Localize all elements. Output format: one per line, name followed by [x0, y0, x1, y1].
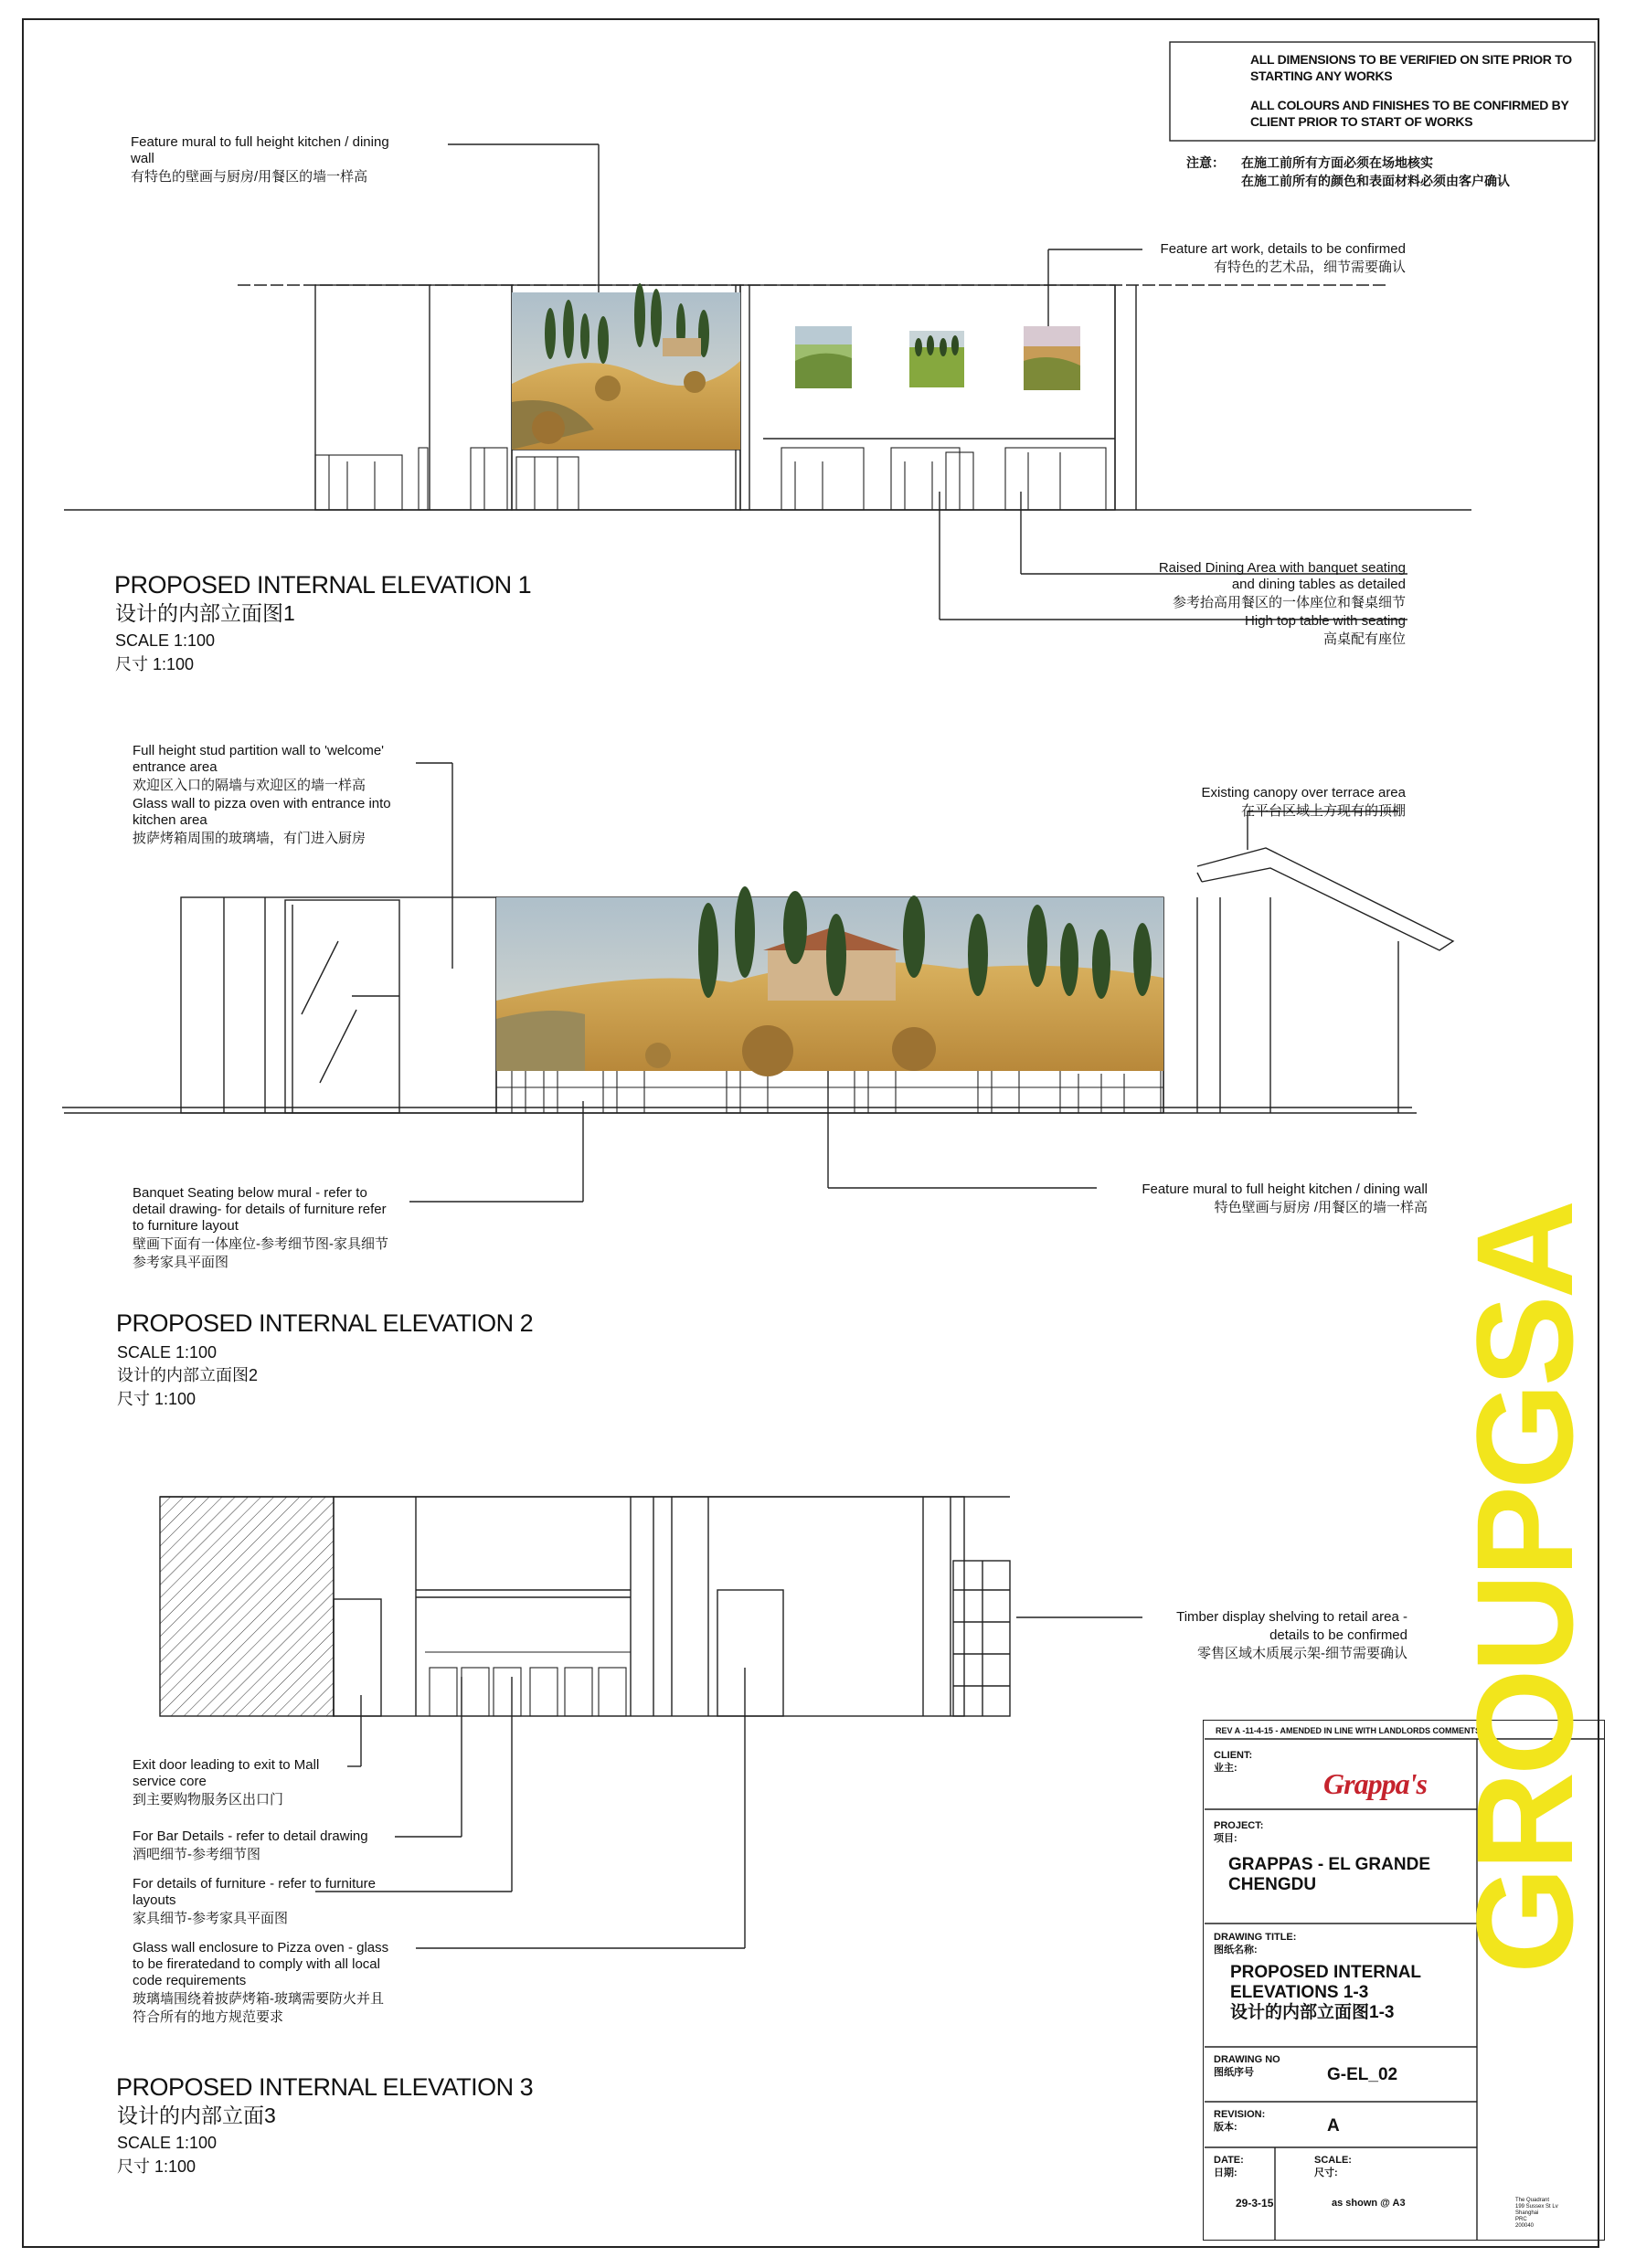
- revision-label: REVISION:: [1214, 2109, 1266, 2120]
- annotation-raised-1: Raised Dining Area with banquet seating: [1158, 560, 1406, 576]
- annotation-furniture-cn: 家具细节-参考家具平面图: [133, 1911, 288, 1926]
- annotation-raised-2: and dining tables as detailed: [1231, 577, 1406, 592]
- elevation-3-title-cn: 设计的内部立面3: [117, 2104, 276, 2127]
- scale-label: SCALE:: [1314, 2155, 1352, 2166]
- drawing-no-label: DRAWING NO: [1214, 2054, 1280, 2065]
- client-label-cn: 业主:: [1214, 1763, 1237, 1774]
- elevation-2-scale-cn: 尺寸 1:100: [117, 1390, 196, 1408]
- annotation-exit-cn: 到主要购物服务区出口门: [133, 1792, 284, 1807]
- scale-value: as shown @ A3: [1332, 2198, 1406, 2209]
- mural-elevation-1: [512, 283, 740, 450]
- annotation-timber: Timber display shelving to retail area -: [1176, 1609, 1407, 1625]
- annotation-canopy-cn: 在平台区域上方现有的顶棚: [1240, 803, 1406, 819]
- date-value: 29-3-15: [1236, 2197, 1274, 2210]
- annotation-mural-1: Feature mural to full height kitchen / dining: [131, 134, 389, 150]
- note-cn-2: 在施工前所有的颜色和表面材料必须由客户确认: [1241, 174, 1510, 188]
- annotation-glass-1: Glass wall to pizza oven with entrance into: [133, 796, 391, 811]
- client-logo: Grappa's: [1323, 1767, 1427, 1800]
- address-line: Shanghai: [1515, 2210, 1539, 2216]
- address-line: PRC: [1515, 2217, 1527, 2222]
- project-label-cn: 项目:: [1214, 1833, 1237, 1844]
- revision-label-cn: 版本:: [1214, 2122, 1237, 2133]
- annotation-mural-2-cn: 特色壁画与厨房 /用餐区的墙一样高: [1214, 1200, 1428, 1215]
- annotation-glass-enclosure-2: to be fireratedand to comply with all local: [133, 1956, 380, 1972]
- artwork-panels: [795, 326, 1080, 390]
- revision-note: REV A -11-4-15 - AMENDED IN LINE WITH LANDLORDS COMMENTS: [1216, 1726, 1482, 1735]
- elevation-1-title-cn: 设计的内部立面图1: [115, 601, 295, 625]
- brand-logo-text: GROUPGSA: [1448, 1203, 1601, 1974]
- note-line-3: ALL COLOURS AND FINISHES TO BE CONFIRMED BY: [1250, 98, 1569, 112]
- annotation-timber-cn: 零售区域木质展示架-细节需要确认: [1197, 1646, 1407, 1661]
- annotation-mural-1-cn: 有特色的壁画与厨房/用餐区的墙一样高: [131, 169, 368, 185]
- mural-elevation-2: [496, 886, 1163, 1076]
- address-line: The Quadrant: [1515, 2198, 1550, 2203]
- annotation-glass-enclosure-1: Glass wall enclosure to Pizza oven - glass: [133, 1940, 389, 1955]
- annotation-banquet-3: to furniture layout: [133, 1218, 239, 1234]
- annotation-exit-1: Exit door leading to exit to Mall: [133, 1757, 320, 1773]
- annotation-banquet-1: Banquet Seating below mural - refer to: [133, 1185, 367, 1201]
- annotation-partition-2: entrance area: [133, 759, 218, 775]
- date-label: DATE:: [1214, 2155, 1244, 2166]
- annotation-canopy: Existing canopy over terrace area: [1201, 785, 1406, 800]
- drawing-title-label: DRAWING TITLE:: [1214, 1932, 1297, 1943]
- note-cn-label: 注意：: [1186, 155, 1225, 170]
- annotation-glass-2: kitchen area: [133, 812, 207, 828]
- drawing-title-label-cn: 图纸名称:: [1214, 1945, 1258, 1955]
- address-line: 199 Sussex St Lv: [1515, 2204, 1558, 2210]
- annotation-bar: For Bar Details - refer to detail drawing: [133, 1828, 368, 1844]
- annotation-mural-1b: wall: [131, 151, 154, 166]
- elevation-3-title: PROPOSED INTERNAL ELEVATION 3: [116, 2073, 534, 2101]
- elevation-2-title-cn: 设计的内部立面图2: [117, 1366, 259, 1384]
- elevation-1-title: PROPOSED INTERNAL ELEVATION 1: [114, 571, 532, 599]
- office-address: [1515, 2198, 1558, 2230]
- note-line-4: CLIENT PRIOR TO START OF WORKS: [1250, 114, 1473, 129]
- elevation-3-scale: SCALE 1:100: [117, 2134, 218, 2152]
- annotation-banquet-cn: 壁画下面有一体座位-参考细节图-家具细节: [133, 1236, 388, 1252]
- annotation-glass-enclosure-cn: 玻璃墙围绕着披萨烤箱-玻璃需要防火并且: [133, 1991, 384, 2007]
- elevation-1-scale: SCALE 1:100: [115, 631, 216, 650]
- address-line: 200040: [1515, 2223, 1535, 2229]
- annotation-glass-enclosure-cn-2: 符合所有的地方规范要求: [133, 2009, 284, 2025]
- annotation-exit-2: service core: [133, 1774, 207, 1789]
- drawing-no-label-cn: 图纸序号: [1214, 2067, 1254, 2078]
- annotation-raised-cn: 参考抬高用餐区的一体座位和餐桌细节: [1172, 595, 1406, 610]
- annotation-banquet-2: detail drawing- for details of furniture refer: [133, 1202, 387, 1217]
- annotation-high-top: High top table with seating: [1245, 613, 1406, 629]
- annotation-partition-cn: 欢迎区入口的隔墙与欢迎区的墙一样高: [133, 778, 366, 793]
- scale-label-cn: 尺寸:: [1314, 2167, 1338, 2178]
- annotation-artwork-cn: 有特色的艺术品，细节需要确认: [1213, 260, 1406, 275]
- drawing-title-2: ELEVATIONS 1-3: [1230, 1983, 1369, 2002]
- annotation-bar-cn: 酒吧细节-参考细节图: [133, 1847, 260, 1862]
- drawing-number: G-EL_02: [1327, 2065, 1398, 2084]
- annotation-mural-2: Feature mural to full height kitchen / dining wall: [1142, 1182, 1428, 1197]
- annotation-artwork: Feature art work, details to be confirmed: [1160, 241, 1406, 257]
- project-name-1: GRAPPAS - EL GRANDE: [1228, 1855, 1430, 1874]
- brand-logo: [1446, 1203, 1604, 1974]
- annotation-banquet-cn-2: 参考家具平面图: [133, 1255, 229, 1270]
- annotation-timber-2: details to be confirmed: [1269, 1627, 1407, 1643]
- note-cn-1: 在施工前所有方面必须在场地核实: [1241, 155, 1433, 170]
- annotation-glass-enclosure-3: code requirements: [133, 1973, 247, 1988]
- elevation-1-scale-cn: 尺寸 1:100: [115, 655, 195, 673]
- annotation-glass-cn: 披萨烤箱周围的玻璃墙，有门进入厨房: [133, 831, 366, 846]
- elevation-2-scale: SCALE 1:100: [117, 1343, 218, 1362]
- elevation-3-scale-cn: 尺寸 1:100: [117, 2157, 196, 2176]
- client-label: CLIENT:: [1214, 1750, 1253, 1761]
- revision-value: A: [1327, 2116, 1340, 2136]
- annotation-high-top-cn: 高桌配有座位: [1322, 631, 1406, 647]
- annotation-furniture-2: layouts: [133, 1892, 176, 1908]
- date-label-cn: 日期:: [1214, 2167, 1237, 2178]
- annotation-furniture: For details of furniture - refer to furniture: [133, 1876, 376, 1892]
- annotation-partition-1: Full height stud partition wall to 'welcome': [133, 743, 385, 758]
- elevation-2-title: PROPOSED INTERNAL ELEVATION 2: [116, 1309, 534, 1337]
- note-line-2: STARTING ANY WORKS: [1250, 69, 1393, 83]
- note-line-1: ALL DIMENSIONS TO BE VERIFIED ON SITE PRIOR TO: [1250, 52, 1572, 67]
- project-label: PROJECT:: [1214, 1820, 1264, 1831]
- drawing-title-1: PROPOSED INTERNAL: [1230, 1963, 1422, 1982]
- project-name-2: CHENGDU: [1228, 1875, 1317, 1894]
- drawing-title-cn: 设计的内部立面图1-3: [1230, 2003, 1395, 2022]
